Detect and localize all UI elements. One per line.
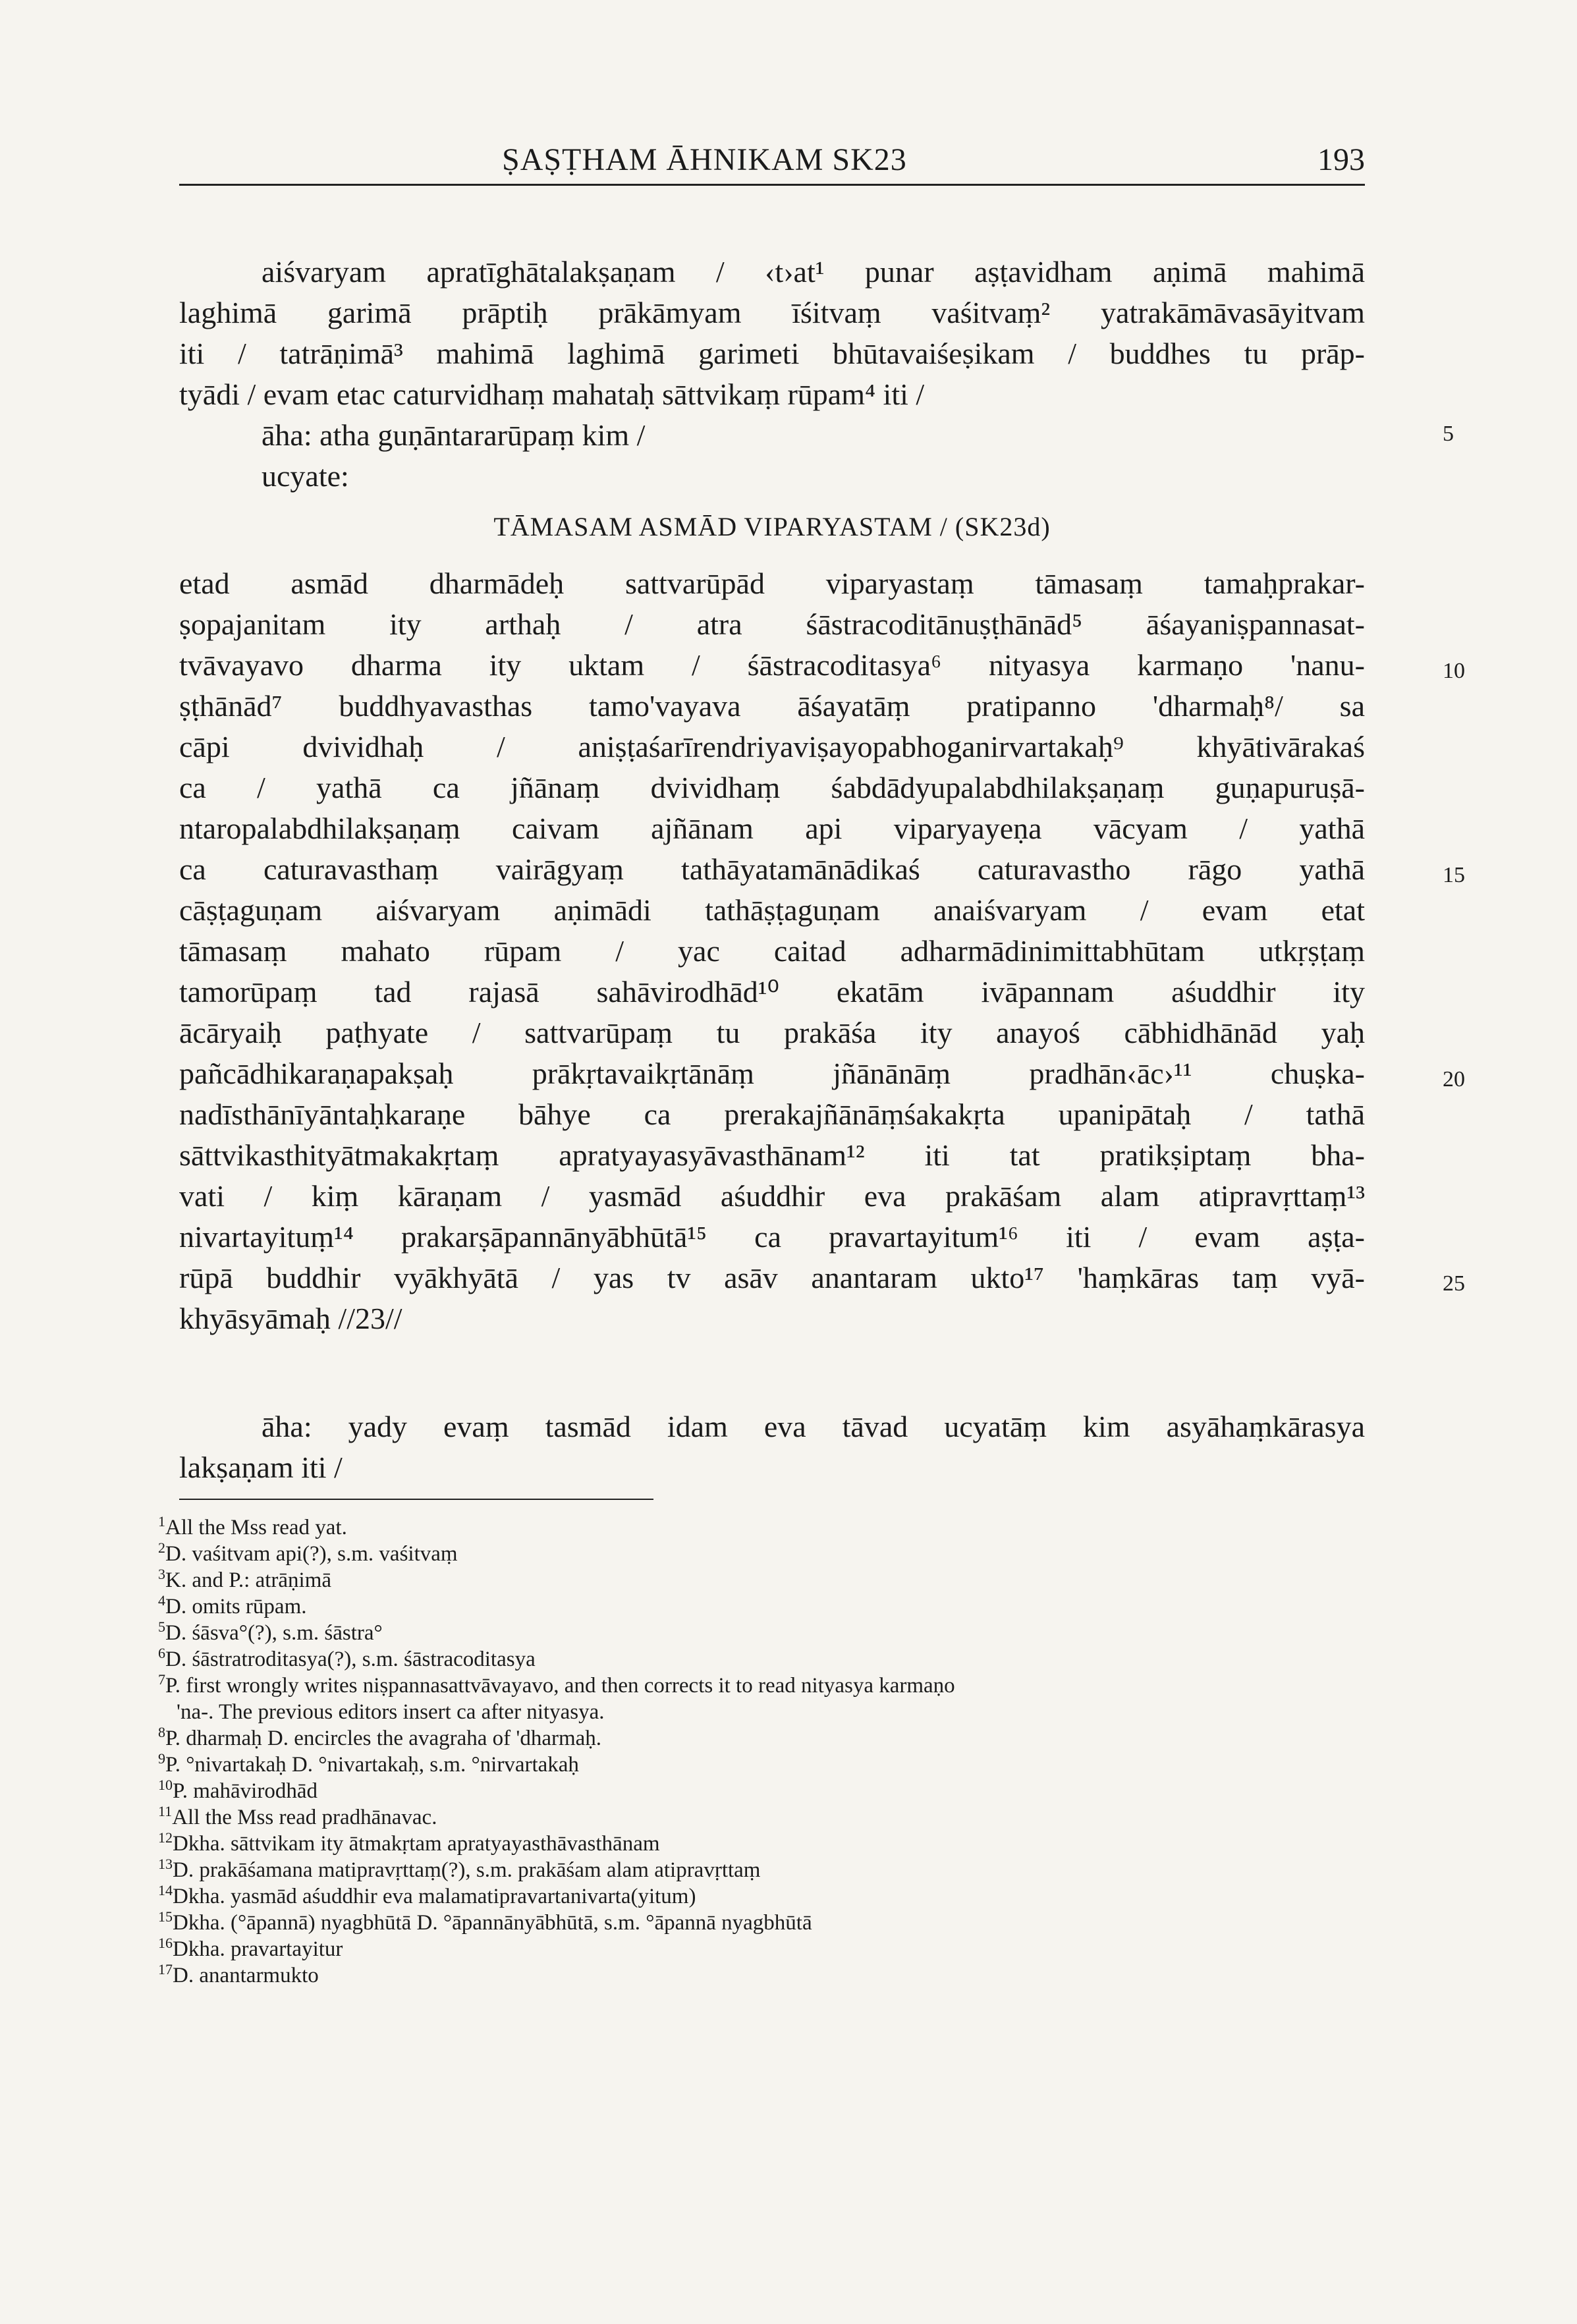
body-line: khyāsyāmaḥ //23// — [179, 1302, 402, 1335]
footnote: $^9$P. °nivartakaḥ D. °nivartakaḥ, s.m. °nirvartakaḥ — [158, 1750, 579, 1777]
body-line: ṣṭhānād⁷ buddhyavasthas tamo'vayava āśayatāṃ pratipanno 'dharmaḥ⁸/ sa — [179, 689, 1365, 723]
body-line: cāṣṭaguṇam aiśvaryam aṇimādi tathāṣṭaguṇam anaiśvaryam / evam etat — [179, 893, 1365, 927]
verse-caption: TĀMASAM ASMĀD VIPARYASTAM / (SK23d) — [493, 512, 1051, 541]
footnote: $^{12}$Dkha. sāttvikam ity ātmakṛtam apratyayasthāvasthānam — [158, 1829, 660, 1856]
body-line: ntaropalabdhilakṣaṇaṃ caivam ajñānam api viparyayeṇa vācyam / yathā — [179, 812, 1365, 845]
body-line: nadīsthānīyāntaḥkaraṇe bāhye ca prerakajñānāṃśakakṛta upanipātaḥ / tathā — [179, 1097, 1365, 1131]
body-line: tāmasaṃ mahato rūpam / yac caitad adharmādinimittabhūtam utkṛṣṭaṃ — [179, 934, 1365, 968]
footnote: $^{13}$D. prakāśamana matipravṛttaṃ(?), s.m. prakāśam alam atipravṛttaṃ — [158, 1856, 761, 1882]
body-line: āha: atha guṇāntararūpaṃ kim / — [262, 418, 646, 452]
footnote: $^6$D. śāstratroditasya(?), s.m. śāstracoditasya — [158, 1645, 536, 1671]
body-line: ācāryaiḥ paṭhyate / sattvarūpaṃ tu prakāśa ity anayoś cābhidhānād yaḥ — [179, 1016, 1365, 1049]
body-line: tvāvayavo dharma ity uktam / śāstracoditasya⁶ nityasya karmaṇo 'nanu- — [179, 648, 1365, 682]
body-line: tyādi / evam etac caturvidhaṃ mahataḥ sāttvikaṃ rūpam⁴ iti / — [179, 377, 925, 411]
body-line: cāpi dvividhaḥ / aniṣṭaśarīrendriyaviṣayopabhoganirvartakaḥ⁹ khyātivārakaś — [179, 730, 1365, 763]
footnote: $^{10}$P. mahāvirodhād — [158, 1777, 318, 1803]
footnote-rule — [179, 1499, 653, 1500]
body-line: iti / tatrāṇimā³ mahimā laghimā garimeti bhūtavaiśeṣikam / buddhes tu prāp- — [179, 337, 1365, 370]
body-line: pañcādhikaraṇapakṣaḥ prākṛtavaikṛtānāṃ jñānānāṃ pradhān‹āc›¹¹ chuṣka- — [179, 1057, 1365, 1090]
body-line: aiśvaryam apratīghātalakṣaṇam / ‹t›at¹ punar aṣṭavidham aṇimā mahimā — [262, 255, 1365, 289]
body-line: vati / kiṃ kāraṇam / yasmād aśuddhir eva prakāśam alam atipravṛttaṃ¹³ — [179, 1179, 1365, 1213]
footnote: $^5$D. śāsva°(?), s.m. śāstra° — [158, 1618, 383, 1645]
line-number: 10 — [1443, 659, 1465, 683]
body-line: sāttvikasthityātmakakṛtaṃ apratyayasyāvasthānam¹² iti tat pratikṣiptaṃ bha- — [179, 1138, 1365, 1172]
header-title: ṢAṢṬHAM ĀHNIKAM SK23 — [502, 142, 907, 177]
footnote: $^3$K. and P.: atrāṇimā — [158, 1566, 332, 1592]
footnote: $^{14}$Dkha. yasmād aśuddhir eva malamatipravartanivarta(yitum) — [158, 1882, 696, 1908]
line-number: 5 — [1443, 422, 1454, 446]
body-line: āha: yady evaṃ tasmād idam eva tāvad ucyatāṃ kim asyāhaṃkārasya — [262, 1410, 1365, 1443]
line-number: 20 — [1443, 1067, 1465, 1092]
footnote: $^{17}$D. anantarmukto — [158, 1961, 319, 1987]
body-line: ṣopajanitam ity arthaḥ / atra śāstracoditānuṣṭhānād⁵ āśayaniṣpannasat- — [179, 607, 1365, 641]
footnote: $^{16}$Dkha. pravartayitur — [158, 1935, 343, 1961]
footnote: $^{11}$All the Mss read pradhānavac. — [158, 1803, 437, 1829]
footnote: 'na-. The previous editors insert ca after nityasya. — [177, 1700, 605, 1724]
page-number: 193 — [1317, 142, 1365, 177]
footnote: $^8$P. dharmaḥ D. encircles the avagraha of 'dharmaḥ. — [158, 1724, 602, 1750]
body-line: nivartayituṃ¹⁴ prakarṣāpannānyābhūtā¹⁵ ca pravartayitum¹⁶ iti / evam aṣṭa- — [179, 1220, 1365, 1254]
footnote: $^1$All the Mss read yat. — [158, 1513, 347, 1539]
footnote: $^2$D. vaśitvam api(?), s.m. vaśitvaṃ — [158, 1539, 458, 1566]
body-line: laghimā garimā prāptiḥ prākāmyam īśitvaṃ vaśitvaṃ² yatrakāmāvasāyitvam — [179, 296, 1365, 329]
running-header — [179, 142, 1365, 186]
footnote: $^4$D. omits rūpam. — [158, 1592, 307, 1618]
footnote: $^7$P. first wrongly writes niṣpannasattvāvayavo, and then corrects it to read nityasya karmaṇo — [158, 1671, 955, 1698]
body-line: ucyate: — [262, 459, 349, 493]
line-number: 15 — [1443, 863, 1465, 887]
body-line: rūpā buddhir vyākhyātā / yas tv asāv anantaram ukto¹⁷ 'haṃkāras taṃ vyā- — [179, 1261, 1365, 1294]
body-line: ca / yathā ca jñānaṃ dvividhaṃ śabdādyupalabdhilakṣaṇaṃ guṇapuruṣā- — [179, 771, 1365, 804]
footnote: $^{15}$Dkha. (°āpannā) nyagbhūtā D. °āpannānyābhūtā, s.m. °āpannā nyagbhūtā — [158, 1908, 812, 1935]
body-line: tamorūpaṃ tad rajasā sahāvirodhād¹⁰ ekatām ivāpannam aśuddhir ity — [179, 975, 1365, 1009]
body-line: lakṣaṇam iti / — [179, 1451, 343, 1484]
body-line: etad asmād dharmādeḥ sattvarūpād viparyastaṃ tāmasaṃ tamaḥprakar- — [179, 567, 1365, 600]
body-line: ca caturavasthaṃ vairāgyaṃ tathāyatamānādikaś caturavastho rāgo yathā — [179, 852, 1365, 886]
line-number: 25 — [1443, 1271, 1465, 1296]
